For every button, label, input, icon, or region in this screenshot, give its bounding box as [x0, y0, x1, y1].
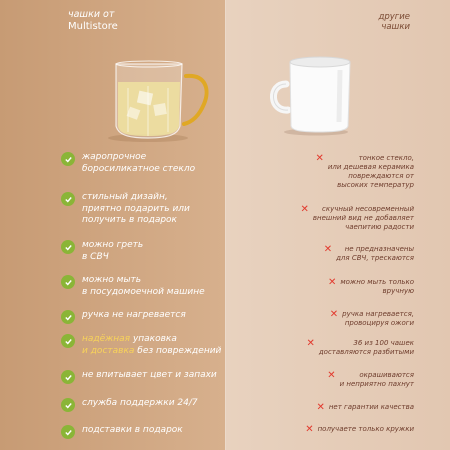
pro-highlight-text: надёжная	[82, 334, 131, 344]
pro-item-dishwasher	[61, 275, 205, 298]
con-text: ручка нагревается,	[342, 310, 414, 318]
con-text: 36 из 100 чашек	[353, 339, 414, 347]
left-header-brand: Multistore	[68, 21, 118, 32]
pro-text: в СВЧ	[82, 251, 109, 262]
pro-item-support	[61, 398, 198, 412]
cross-icon: ✕	[323, 244, 333, 255]
check-icon	[61, 334, 75, 348]
cross-icon: ✕	[305, 424, 314, 435]
con-item-boring-design	[301, 205, 414, 232]
pro-item-no-odor	[61, 370, 217, 384]
con-text: окрашиваются	[359, 371, 414, 379]
left-header	[68, 9, 118, 33]
center-divider	[225, 0, 226, 450]
white-mug-image	[268, 48, 364, 136]
cross-icon: ✕	[327, 370, 336, 381]
check-icon	[61, 275, 75, 289]
pro-text: не впитывает цвет и запахи	[82, 370, 217, 380]
con-item-thin-glass	[315, 154, 414, 190]
pro-item-heat-resistant-glass	[61, 152, 195, 175]
con-item-hand-wash	[328, 278, 414, 296]
right-header-line2: чашки	[381, 22, 410, 32]
con-text: доставляются разбитыми	[318, 348, 414, 356]
pro-text: подставки в подарок	[82, 425, 183, 435]
con-text: не предназначены	[344, 245, 414, 253]
check-icon	[61, 192, 75, 206]
pro-text: боросиликатное стекло	[82, 163, 196, 174]
pro-text: жаропрочное	[82, 152, 147, 162]
con-item-not-microwave	[324, 245, 414, 263]
con-text: можно мыть только	[340, 278, 414, 286]
pro-text: служба поддержки 24/7	[82, 398, 198, 408]
con-text: для СВЧ, трескаются	[336, 254, 414, 262]
con-text: и неприятно пахнут	[339, 380, 414, 388]
check-icon	[61, 152, 75, 166]
pro-text: можно мыть	[82, 275, 142, 285]
check-icon	[61, 240, 75, 254]
con-text: тонкое стекло,	[358, 154, 414, 162]
check-icon	[61, 398, 75, 412]
glass-cup-image	[98, 48, 216, 143]
con-text: или дешевая керамика	[327, 163, 414, 171]
check-icon	[61, 370, 75, 384]
pro-text: без повреждений	[134, 345, 222, 356]
pro-item-coasters	[61, 425, 183, 439]
pro-text: можно греть	[82, 240, 144, 250]
pro-text: стильный дизайн,	[82, 192, 168, 202]
cross-icon: ✕	[306, 338, 315, 349]
right-header	[378, 12, 410, 32]
con-text: высоких температур	[337, 181, 414, 189]
check-icon	[61, 310, 75, 324]
cross-icon: ✕	[327, 277, 337, 288]
cross-icon: ✕	[316, 402, 325, 413]
pro-text: получить в подарок	[82, 215, 177, 225]
con-item-broken-delivery	[306, 339, 414, 357]
pro-item-safe-delivery	[61, 334, 221, 357]
pro-highlight-text: и доставка	[82, 345, 135, 356]
con-text: вручную	[382, 287, 414, 295]
con-item-stains-odor	[327, 371, 414, 389]
right-header-line1: другие	[378, 12, 410, 22]
con-text: нет гарантии качества	[328, 403, 414, 411]
cross-icon: ✕	[300, 204, 309, 215]
con-item-no-guarantee	[316, 403, 414, 413]
left-header-line1: чашки от	[68, 9, 115, 20]
con-text: повреждаются от	[348, 172, 414, 180]
cross-icon: ✕	[329, 309, 339, 320]
con-text: провоцируя ожоги	[344, 319, 414, 327]
pro-item-microwave	[61, 240, 143, 263]
con-text: получаете только кружки	[317, 425, 414, 433]
pro-item-stylish-design	[61, 192, 190, 227]
con-item-hot-handle	[330, 310, 414, 328]
pro-text: упаковка	[130, 334, 177, 344]
pro-item-cool-handle	[61, 310, 186, 324]
con-text: чаепитию радости	[345, 223, 414, 231]
pro-text: приятно подарить или	[82, 203, 190, 214]
con-text: скучный несовременный	[322, 205, 414, 213]
check-icon	[61, 425, 75, 439]
con-item-mugs-only	[305, 425, 414, 435]
pro-text: в посудомоечной машине	[82, 286, 205, 297]
pro-text: ручка не нагревается	[82, 310, 186, 320]
con-text: внешний вид не добавляет	[312, 214, 414, 222]
cross-icon: ✕	[315, 153, 324, 164]
